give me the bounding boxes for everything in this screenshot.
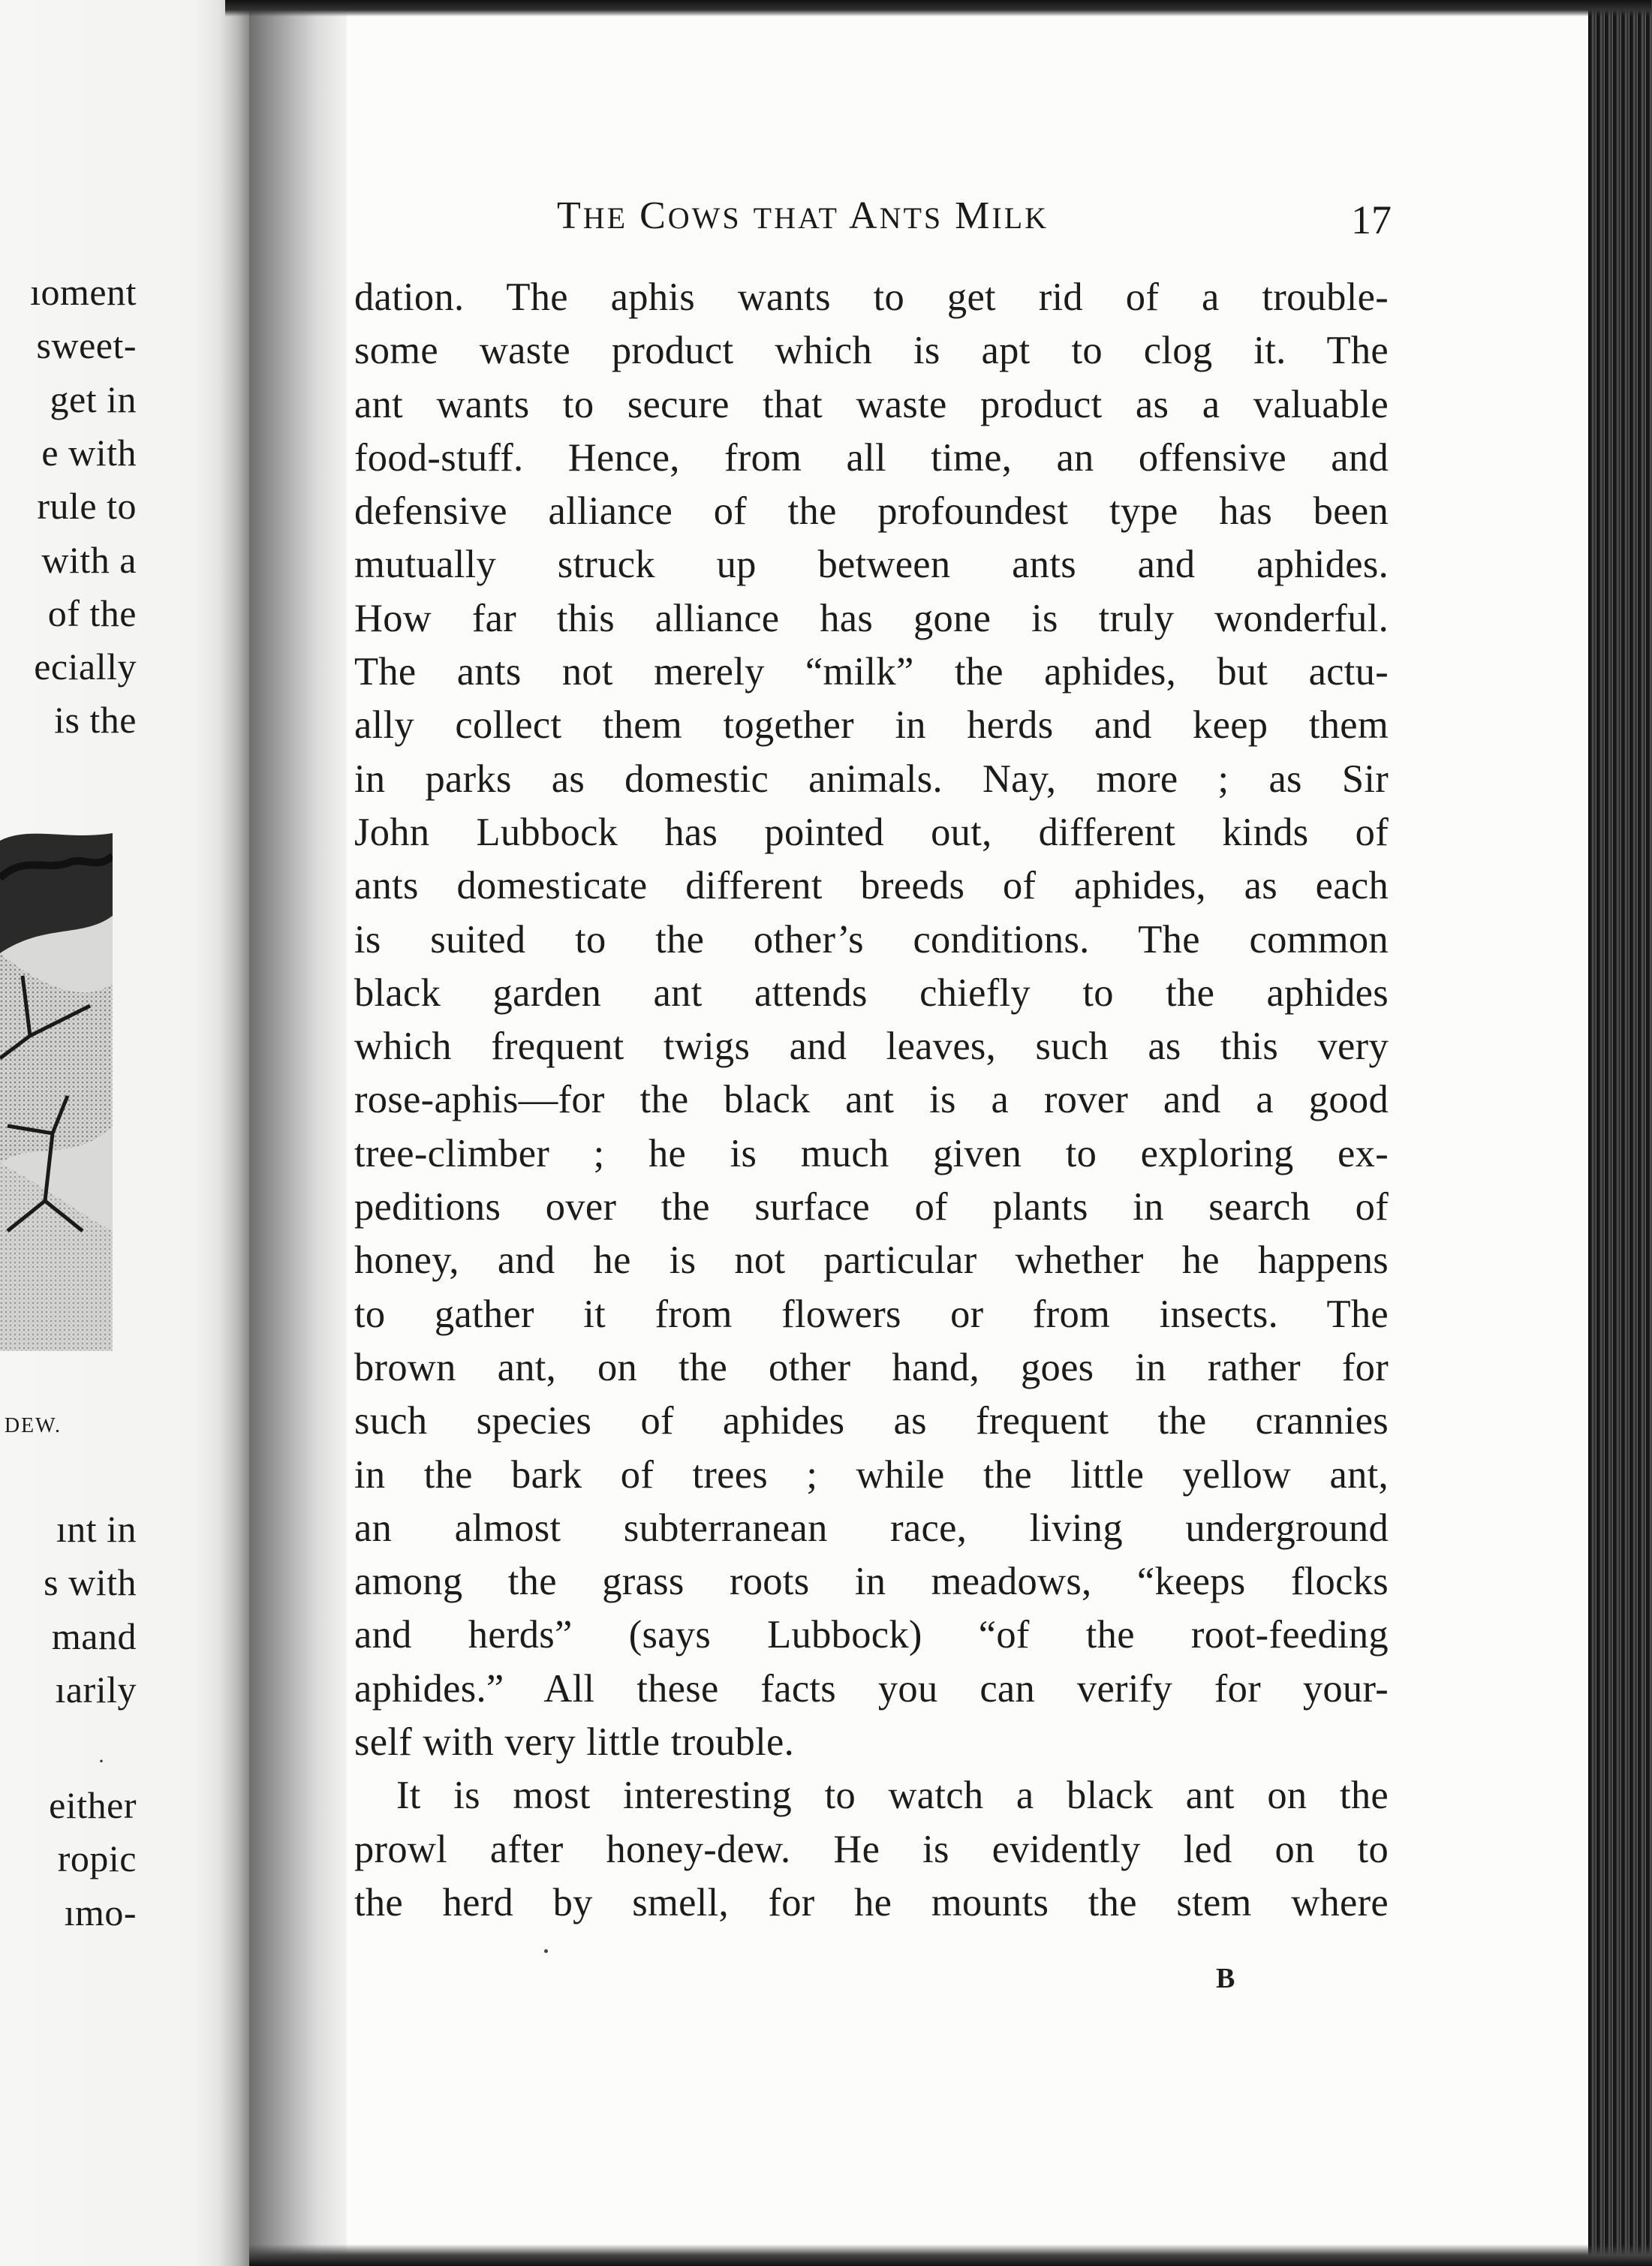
ink-speck xyxy=(544,1949,548,1953)
text-line: rose-aphis—for the black ant is a rover and a good xyxy=(354,1078,1389,1122)
text-line: brown ant, on the other hand, goes in rather for xyxy=(354,1345,1389,1389)
left-page-line: get in xyxy=(50,378,137,420)
bottom-scan-border xyxy=(249,2244,1652,2266)
page-edge-stack xyxy=(1588,0,1652,2266)
left-page-line: ımo- xyxy=(64,1891,137,1933)
text-line: in the bark of trees ; while the little yellow ant, xyxy=(354,1452,1389,1497)
running-head-first: THE xyxy=(557,194,628,237)
text-line: black garden ant attends chiefly to the aphides xyxy=(354,970,1389,1015)
text-line: ant wants to secure that waste product as a valuable xyxy=(354,382,1389,426)
text-line: mutually struck up between ants and aphides. xyxy=(354,543,1389,587)
text-line: aphides.” All these facts you can verify for your- xyxy=(354,1666,1389,1711)
text-line: food-stuff. Hence, from all time, an offensive and xyxy=(354,435,1389,480)
text-line: dation. The aphis wants to get rid of a trouble- xyxy=(354,275,1389,319)
left-page-line: with a xyxy=(41,538,137,581)
text-line: an almost subterranean race, living underground xyxy=(354,1506,1389,1550)
text-line: ally collect them together in herds and keep them xyxy=(354,703,1389,748)
left-page-line: ıoment xyxy=(30,271,137,313)
signature-mark: B xyxy=(1216,1963,1235,1994)
left-page-line: ınt in xyxy=(56,1508,137,1550)
text-line: prowl after honey-dew. He is evidently led on to xyxy=(354,1827,1389,1871)
book-gutter xyxy=(249,0,347,2266)
text-line: The ants not merely “milk” the aphides, but actu- xyxy=(354,650,1389,694)
text-line: tree-climber ; he is much given to exploring ex- xyxy=(354,1131,1389,1175)
text-line: and herds” (says Lubbock) “of the root-feeding xyxy=(354,1613,1389,1657)
left-page-line: ıarily xyxy=(55,1668,137,1711)
page-number: 17 xyxy=(1351,197,1392,242)
left-page-line: rule to xyxy=(37,485,137,528)
text-line: John Lubbock has pointed out, different kinds of xyxy=(354,810,1389,854)
text-line: such species of aphides as frequent the crannies xyxy=(354,1399,1389,1443)
left-facing-page xyxy=(0,0,249,2266)
left-page-line: is the xyxy=(54,699,137,742)
text-line: honey, and he is not particular whether he happens xyxy=(354,1238,1389,1283)
text-line: is suited to the other’s conditions. The common xyxy=(354,917,1389,961)
left-page-line: of the xyxy=(47,591,137,634)
running-head-that: THAT xyxy=(753,201,839,235)
running-head xyxy=(557,194,1049,238)
left-page-line: either xyxy=(49,1784,137,1826)
text-line: the herd by smell, for he mounts the stem where xyxy=(354,1880,1389,1924)
left-page-line: mand xyxy=(51,1614,137,1657)
text-line: which frequent twigs and leaves, such as this very xyxy=(354,1025,1389,1069)
left-caption: DEW. xyxy=(4,1414,62,1437)
left-page-line: ropic xyxy=(57,1837,137,1880)
running-head-cows: COWS xyxy=(639,194,742,237)
text-line: It is most interesting to watch a black ant on the xyxy=(396,1774,1389,1818)
top-scan-border xyxy=(225,0,1651,17)
left-speck: · xyxy=(98,1749,105,1774)
text-line: some waste product which is apt to clog it. The xyxy=(354,329,1389,373)
text-line: among the grass roots in meadows, “keeps flocks xyxy=(354,1560,1389,1604)
left-page-line: s with xyxy=(44,1561,137,1604)
left-page-line: e with xyxy=(41,431,137,474)
text-line: How far this alliance has gone is truly wonderful. xyxy=(354,596,1389,640)
text-line: defensive alliance of the profoundest type has been xyxy=(354,489,1389,534)
body-text xyxy=(354,271,1389,1930)
text-line: in parks as domestic animals. Nay, more ; as Sir xyxy=(354,757,1389,801)
running-head-milk: MILK xyxy=(955,194,1049,237)
leaf-illustration xyxy=(0,811,113,1351)
left-page-line: ecially xyxy=(34,645,137,688)
text-line: ants domesticate different breeds of aphides, as each xyxy=(354,864,1389,908)
text-line: self with very little trouble. xyxy=(354,1720,794,1765)
left-page-line: sweet- xyxy=(36,324,137,367)
text-line: peditions over the surface of plants in search of xyxy=(354,1185,1389,1229)
running-head-ants: ANTS xyxy=(849,194,943,237)
text-line: to gather it from flowers or from insects. The xyxy=(354,1292,1389,1336)
